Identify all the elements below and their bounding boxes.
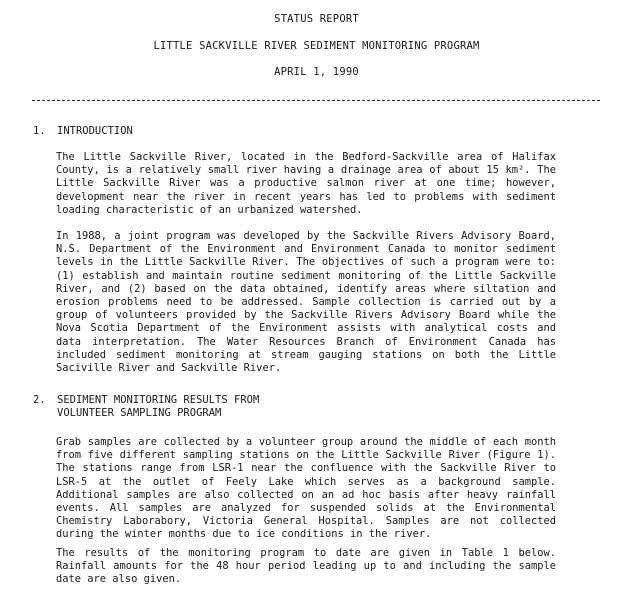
section-2-title-line-1: SEDIMENT MONITORING RESULTS FROM — [57, 394, 260, 406]
section-1-title: INTRODUCTION — [57, 125, 133, 137]
dashed-divider — [32, 100, 600, 101]
report-type-heading: STATUS REPORT — [274, 13, 359, 25]
section-2-paragraph-1: Grab samples are collected by a volunteer group around the middle of each month from five different sampling stations on the Little Sackville River (Figure 1). The stations range from LSR-1 near the confluence with the Sackville River to LSR-5 at the outlet of Feely Lake which serves as a background sample. Additional samples are also collected on an ad hoc basis after heavy rainfall events. All samples are analyzed for suspended solids at the Environmental Chemistry Laborabory, Victoria General Hospital. Samples are not collected during the winter months due to ice conditions in the river. — [56, 436, 556, 541]
section-1-number: 1. — [33, 125, 46, 137]
section-2-number: 2. — [33, 394, 46, 406]
report-date: APRIL 1, 1990 — [274, 66, 359, 78]
section-1-paragraph-2: In 1988, a joint program was developed by the Sackville Rivers Advisory Board, N.S. Department of the Environment and Environment Canada to monitor sediment levels in the Little Sackville River. The objectives of such a program were to: (1) establish and maintain routine sediment monitoring of the Little Sackville River, and (2) based on the data obtained, identify areas where siltation and erosion problems need to be addressed. Sample collection is carried out by a group of volunteers provided by the Sackville Rivers Advisory Board while the Nova Scotia Department of the Environment assists with analytical costs and data interpretation. The Water Resources Branch of Environment Canada has included sediment monitoring at stream gauging stations on both the Little Saciville River and Sackville River. — [56, 230, 556, 375]
section-1-paragraph-1: The Little Sackville River, located in the Bedford-Sackville area of Halifax County, is a relatively small river having a drainage area of about 15 km². The Little Sackville River was a productive salmon river at one time; however, development near the river in recent years has led to problems with sediment loading characteristic of an urbanized watershed. — [56, 151, 556, 216]
section-2-paragraph-2: The results of the monitoring program to date are given in Table 1 below. Rainfall amounts for the 48 hour period leading up to and including the sample date are also given. — [56, 547, 556, 586]
section-2-title-line-2: VOLUNTEER SAMPLING PROGRAM — [57, 407, 222, 419]
program-title-heading: LITTLE SACKVILLE RIVER SEDIMENT MONITORING PROGRAM — [153, 40, 480, 52]
